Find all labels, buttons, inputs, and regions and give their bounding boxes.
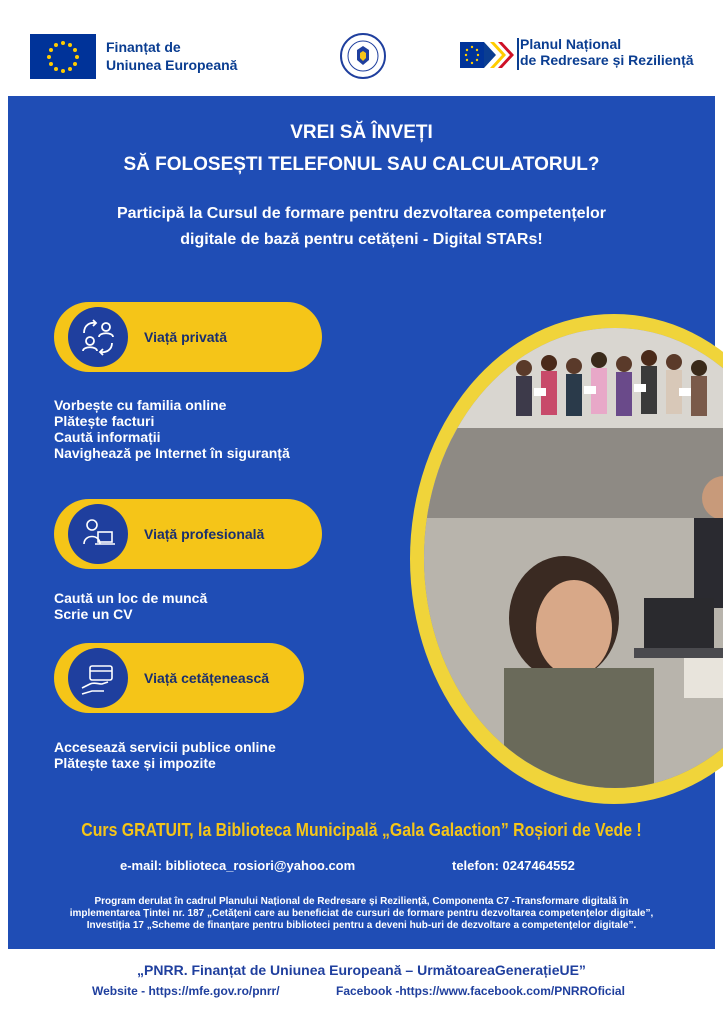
pnrr-line-1: Planul Național bbox=[520, 36, 622, 52]
course-announcement: Curs GRATUIT, la Biblioteca Municipală „Gala Galaction” Roșiori de Vede ! bbox=[81, 820, 642, 840]
headline-line-1: VREI SĂ ÎNVEȚI bbox=[290, 122, 433, 143]
person-at-laptop-icon bbox=[68, 504, 128, 564]
section-civic-life-pill bbox=[54, 643, 304, 713]
section-professional-life-pill bbox=[54, 499, 322, 569]
people-exchange-icon bbox=[68, 307, 128, 367]
fine-print-line-2: implementarea Țintei nr. 187 „Cetățeni care au beneficiat de cursuri de formare pentru dezvoltarea competențelor digitale”, bbox=[69, 908, 654, 919]
subheadline-line-2: digitale de bază pentru cetățeni - Digital STARs! bbox=[180, 231, 543, 248]
civic-life-list bbox=[54, 739, 276, 771]
contact-email: e-mail: biblioteca_rosiori@yahoo.com bbox=[120, 858, 356, 873]
romanian-government-seal bbox=[339, 32, 387, 80]
list-item: Plătește facturi bbox=[54, 413, 155, 429]
section-private-life-pill bbox=[54, 302, 322, 372]
fine-print-line-3: Investiția 17 „Scheme de finanțare pentru biblioteci pentru a deveni hub-uri de dezvoltare a competențelor digitale”. bbox=[86, 920, 637, 931]
section-private-life-label: Viață privată bbox=[144, 329, 228, 345]
list-item: Plătește taxe și impozite bbox=[54, 755, 216, 771]
fine-print-line-1: Program derulat în cadrul Planului Național de Redresare și Reziliență, Componenta C7 -Transformare digitală în bbox=[94, 896, 629, 907]
footer-slogan: „PNRR. Finanțat de Uniunea Europeană – UrmătoareaGenerațieUE” bbox=[137, 962, 586, 978]
professional-life-list bbox=[54, 590, 207, 622]
section-civic-life-label: Viață cetățenească bbox=[144, 670, 270, 686]
card-payment-icon bbox=[68, 648, 128, 708]
section-professional-life-label: Viață profesională bbox=[144, 526, 265, 542]
contact-phone: telefon: 0247464552 bbox=[452, 858, 575, 873]
pnrr-logo bbox=[460, 38, 516, 72]
list-item: Vorbește cu familia online bbox=[54, 397, 227, 413]
list-item: Scrie un CV bbox=[54, 606, 133, 622]
list-item: Caută un loc de muncă bbox=[54, 590, 208, 606]
pnrr-line-2: de Redresare și Reziliență bbox=[520, 52, 694, 68]
facebook-link[interactable]: Facebook -https://www.facebook.com/PNRROficial bbox=[336, 984, 625, 998]
eu-flag-logo bbox=[30, 34, 96, 79]
eu-funding-text bbox=[106, 38, 237, 74]
website-link[interactable]: Website - https://mfe.gov.ro/pnrr/ bbox=[92, 984, 280, 998]
subheadline-line-1: Participă la Cursul de formare pentru dezvoltarea competențelor bbox=[116, 205, 607, 222]
pnrr-text bbox=[520, 36, 694, 68]
eu-line-1: Finanțat de bbox=[106, 39, 181, 55]
eu-line-2: Uniunea Europeană bbox=[106, 57, 238, 73]
fine-print bbox=[40, 896, 683, 932]
list-item: Caută informații bbox=[54, 429, 161, 445]
list-item: Navighează pe Internet în siguranță bbox=[54, 445, 290, 461]
pnrr-separator bbox=[517, 38, 519, 70]
list-item: Accesează servicii publice online bbox=[54, 739, 276, 755]
private-life-list bbox=[54, 397, 290, 461]
headline-line-2: SĂ FOLOSEȘTI TELEFONUL SAU CALCULATORUL? bbox=[123, 154, 600, 175]
